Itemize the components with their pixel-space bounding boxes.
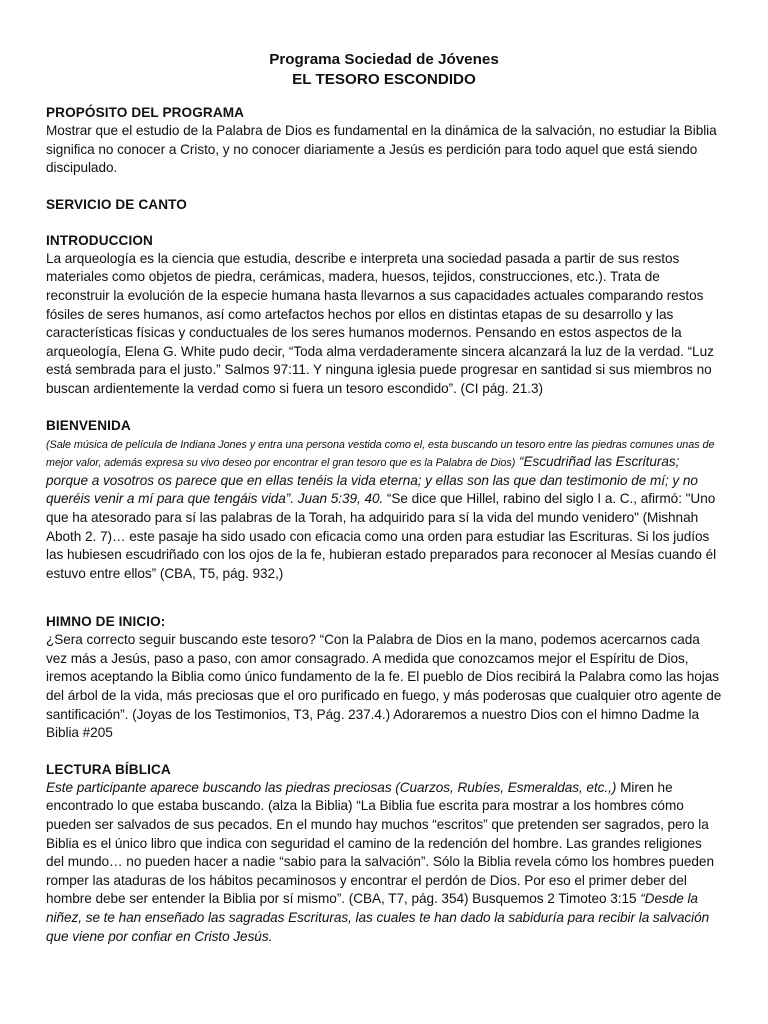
- lectura-heading: LECTURA BÍBLICA: [46, 761, 171, 777]
- himno-heading: HIMNO DE INICIO:: [46, 614, 166, 630]
- lectura-scripture-quote: “Desde la niñez, se te han enseñado las sagradas Escrituras, las cuales te han dado la sabiduría para recibir la salvación que viene por confiar en Cristo Jesús.: [46, 891, 710, 944]
- servicio-canto-heading: SERVICIO DE CANTO: [46, 196, 187, 212]
- section-introduccion: [46, 232, 722, 399]
- program-subtitle: EL TESORO ESCONDIDO: [292, 71, 476, 88]
- section-bienvenida: [46, 417, 722, 584]
- section-proposito: [46, 104, 722, 178]
- section-lectura-biblica: [46, 761, 722, 946]
- proposito-text: Mostrar que el estudio de la Palabra de Dios es fundamental en la dinámica de la salvación, no estudiar la Biblia significa no conocer a Cristo, y no conocer diariamente a Jesús es perdición para todo aquel que está siendo discipulado.: [46, 123, 717, 176]
- lectura-paragraph: [46, 779, 722, 946]
- section-servicio-canto: [46, 196, 722, 214]
- bienvenida-heading: BIENVENIDA: [46, 417, 131, 433]
- lectura-stage-note: Este participante aparece buscando las piedras preciosas (Cuarzos, Rubíes, Esmeraldas, etc.,): [46, 779, 617, 795]
- bienvenida-stage-note: (Sale música de película de Indiana Jones y entra una persona vestida como el, esta buscando un tesoro entre las piedras comunes unas de mejor valor, además expresa su vivo deseo por encontrar el gran tesoro que es la Palabra de Dios): [46, 438, 715, 470]
- bienvenida-text: “Se dice que Hillel, rabino del siglo I a. C., afirmó: "Uno que ha atesorado para sí las palabras de la Torah, ha adquirido para sí la vida del mundo venidero" (Mishnah Aboth 2. 7)… este pasaje ha sido usado con eficacia como una orden para estudiar las Escrituras. Si los judíos las hubiesen escudriñado con los ojos de la fe, hubieran estado preparados para reconocer al Mesías cuando él estuvo entre ellos” (CBA, T5, pág. 932,): [46, 491, 717, 581]
- bienvenida-paragraph: [46, 435, 722, 584]
- himno-text: ¿Sera correcto seguir buscando este tesoro? “Con la Palabra de Dios en la mano, podemos acercarnos cada vez más a Jesús, paso a paso, con amor consagrado. A medida que conozcamos mejor el Espíritu de Dios, iremos aceptando la Biblia como único fundamento de la fe. El pueblo de Dios recibirá la Palabra como las hojas del árbol de la vida, más preciosas que el oro purificado en fuego, y más poderosas que cualquier otro agente de santificación”. (Joyas de los Testimonios, T3, Pág. 237.4.) Adoraremos a nuestro Dios con el himno Dadme la Biblia #205: [46, 632, 722, 741]
- introduccion-text: La arqueología es la ciencia que estudia, describe e interpreta una sociedad pasada a partir de sus restos materiales como objetos de piedra, cerámicas, madera, huesos, tejidos, construcciones, etc.). Trata de reconstruir la evolución de la especie humana hasta llevarnos a sus capacidades actuales comparando restos fósiles de seres humanos, así como artefactos hechos por ellos en distintas etapas de su desarrollo y las características físicas y conductuales de los seres humanos modernos. Pensando en estos aspectos de la arqueología, Elena G. White pudo decir, “Toda alma verdaderamente sincera alcanzará la luz de la verdad. “Luz está sembrada para el justo.” Salmos 97:11. Y ninguna iglesia puede progresar en santidad si sus miembros no buscan ardientemente la verdad como si fuera un tesoro escondido”. (CI pág. 21.3): [46, 250, 714, 396]
- introduccion-heading: INTRODUCCION: [46, 232, 153, 248]
- section-himno-inicio: [46, 613, 722, 743]
- bienvenida-scripture-quote: “Escudriñad las Escrituras; porque a vosotros os parece que en ellas tenéis la vida eterna; y ellas son las que dan testimonio de mí; y no queréis venir a mí para que tengáis vida”. Juan 5:39, 40.: [46, 454, 698, 507]
- lectura-text: Miren he encontrado lo que estaba buscando. (alza la Biblia) “La Biblia fue escrita para mostrar a los hombres cómo pueden ser salvados de sus pecados. En el mundo hay muchos “escritos” que pretenden ser sagrados, pero la Biblia es el único libro que indica con seguridad el camino de la redención del hombre. Las grandes religiones del mundo… no pueden hacer a nadie “sabio para la salvación”. Sólo la Biblia revela cómo los hombres pueden romper las ataduras de los hábitos pecaminosos y encontrar el perdón de Dios. Por eso el primer deber del hombre debe ser entender la Biblia por sí mismo”. (CBA, T7, pág. 354) Busquemos 2 Timoteo 3:15: [46, 779, 714, 907]
- program-title: Programa Sociedad de Jóvenes: [269, 51, 499, 68]
- proposito-heading: PROPÓSITO DEL PROGRAMA: [46, 105, 245, 120]
- document-header: [46, 50, 722, 90]
